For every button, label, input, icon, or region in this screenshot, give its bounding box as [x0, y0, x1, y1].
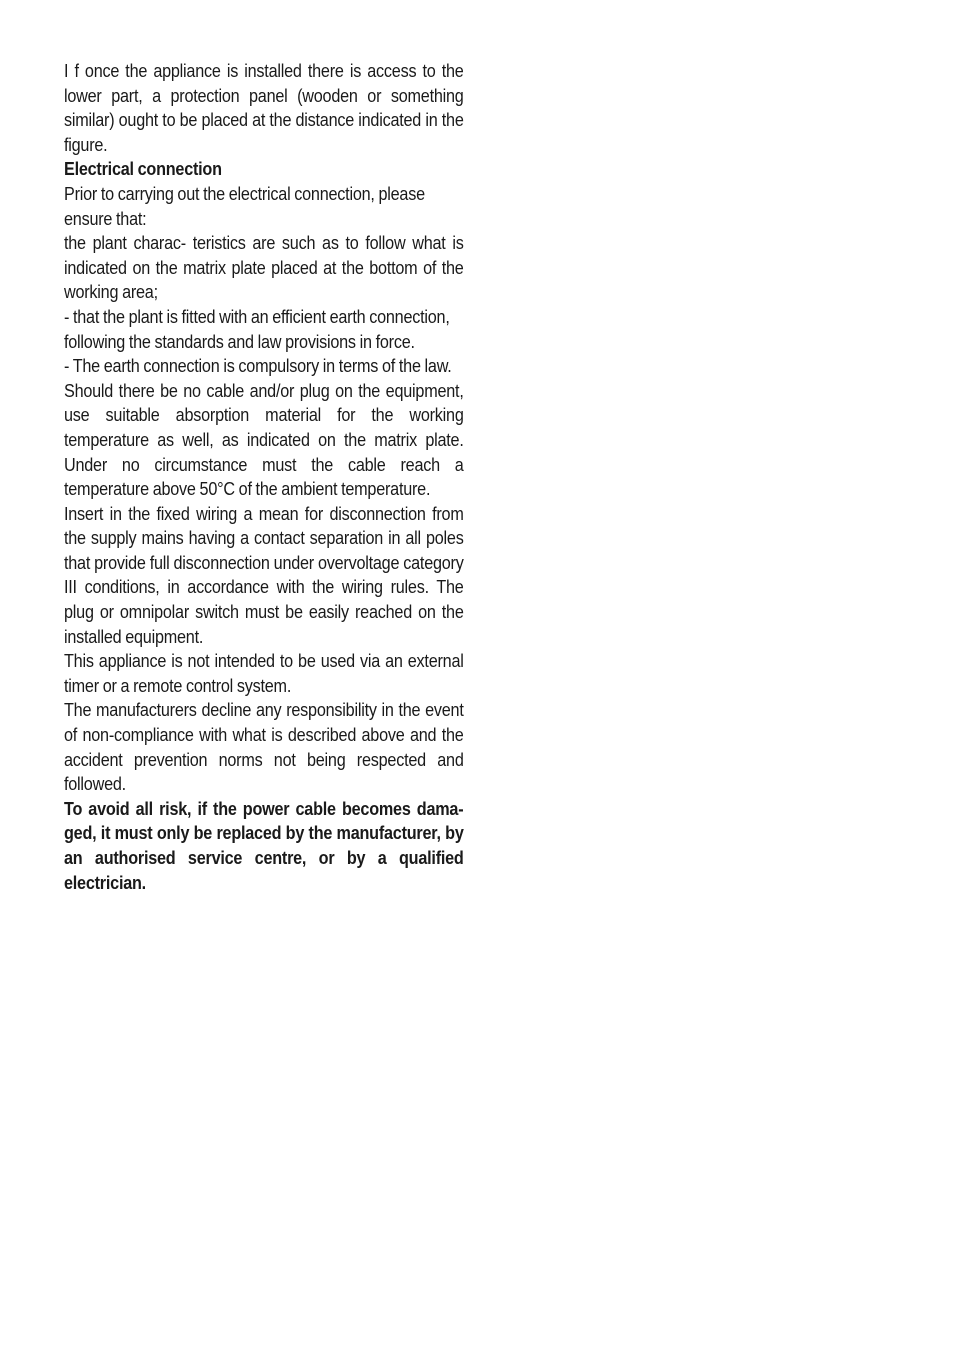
paragraph-prior-to-connection: Prior to carrying out the electrical connection, please ensure that:: [64, 183, 425, 229]
paragraph-power-cable-warning: To avoid all risk, if the power cable becomes damaged, it must only be replaced by the manufacturer, by an authorised service centre, or by a qualified electrician.: [64, 798, 464, 893]
paragraph-lower-part-protection: I f once the appliance is installed there is access to the lower part, a protection panel (wooden or something similar) ought to be placed at the distance indicated in the figure.: [64, 61, 464, 155]
paragraph-disconnection-means: Insert in the fixed wiring a mean for disconnection from the supply mains having a contact separation in all poles that provide full disconnection under overvoltage category III conditions, in accordance with the wiring rules. The plug or omnipolar switch must be easily reached on the installed equipment.: [64, 503, 464, 647]
paragraph-earth-compulsory: - The earth connection is compulsory in terms of the law.: [64, 356, 452, 377]
paragraph-manufacturer-disclaimer: The manufacturers decline any responsibility in the event of non-compliance with what is described above and the accident prevention norms not being respected and followed.: [64, 700, 464, 795]
paragraph-external-timer: This appliance is not intended to be used via an external timer or a remote control system.: [64, 651, 464, 696]
document-column: [64, 59, 464, 895]
paragraph-cable-plug: Should there be no cable and/or plug on the equipment, use suitable absorption material for the working temperature as well, as indicated on the matrix plate. Under no circumstance must the cable reach a temperature above 50°C of the ambient temperature.: [64, 380, 464, 500]
paragraph-earth-connection-fitted: - that the plant is fitted with an efficient earth connection, following the standards and law provisions in force.: [64, 306, 450, 352]
section-heading-electrical-connection: Electrical connection: [64, 159, 222, 180]
paragraph-plant-characteristics: the plant charac- teristics are such as to follow what is indicated on the matrix plate placed at the bottom of the working area;: [64, 233, 464, 303]
